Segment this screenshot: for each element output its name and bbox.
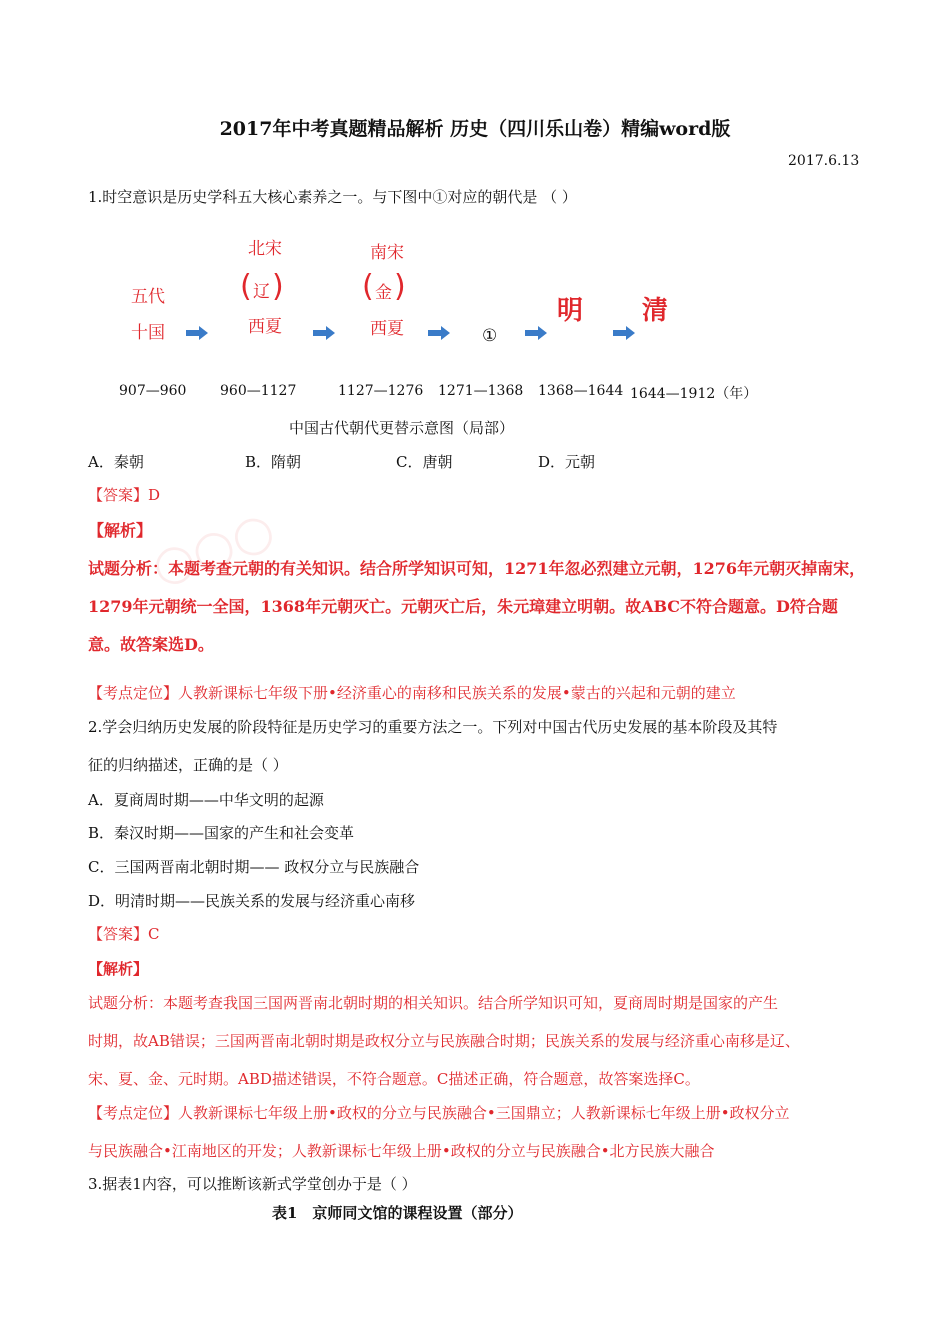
option-c: C．唐朝 (396, 453, 453, 471)
option-d: D．明清时期——民族关系的发展与经济重心南移 (88, 892, 416, 910)
question-3-stem: 3.据表1内容，可以推断该新式学堂创办于是（ ） (88, 1175, 417, 1193)
year-range: 1127—1276 (338, 383, 424, 399)
arrow-icon (428, 326, 450, 340)
analysis-line: 时期，故AB错误；三国两晋南北朝时期是政权分立与民族融合时期；民族关系的发展与经济重心南移是辽、 (88, 1032, 800, 1050)
left-paren-icon: ( (240, 269, 252, 304)
option-b: B．隋朝 (245, 453, 302, 471)
arrow-icon (525, 326, 547, 340)
option-a: A．夏商周时期——中华文明的起源 (88, 791, 324, 809)
right-paren-icon: ) (272, 269, 284, 304)
dynasty-shiguo: 十国 (131, 323, 165, 343)
option-d: D．元朝 (538, 453, 596, 471)
document-date: 2017.6.13 (788, 153, 860, 169)
left-paren-icon: ( (362, 269, 374, 304)
dynasty-marker-1: ① (482, 326, 498, 346)
analysis-label: 【解析】 (88, 521, 153, 540)
question-2-stem: 征的归纳描述，正确的是（ ） (88, 756, 288, 774)
analysis-line: 意。故答案选D。 (88, 635, 214, 654)
analysis-line: 1279年元朝统一全国，1368年元朝灭亡。元朝灭亡后，朱元璋建立明朝。故ABC不符合题意。D符合题 (88, 597, 838, 616)
watermark: ○○○ (144, 500, 282, 596)
year-range: 907—960 (119, 383, 187, 399)
topic-point: 【考点定位】人教新课标七年级上册•政权的分立与民族融合•三国鼎立；人教新课标七年级上册•政权分立 (88, 1104, 790, 1122)
dynasty-wudai: 五代 (131, 287, 165, 307)
analysis-line: 试题分析：本题考查我国三国两晋南北朝时期的相关知识。结合所学知识可知，夏商周时期是国家的产生 (88, 994, 779, 1012)
dynasty-nansong: 南宋 (370, 243, 404, 263)
table-title: 表1 京师同文馆的课程设置（部分） (272, 1204, 523, 1222)
analysis-label: 【解析】 (88, 960, 149, 978)
dynasty-beisong: 北宋 (248, 239, 282, 259)
dynasty-qing: 清 (642, 296, 669, 326)
analysis-line: 试题分析：本题考查元朝的有关知识。结合所学知识可知，1271年忽必烈建立元朝，1276年元朝灭掉南宋， (88, 559, 866, 578)
option-c: C．三国两晋南北朝时期—— 政权分立与民族融合 (88, 858, 420, 876)
dynasty-jin: 金 (375, 283, 392, 303)
arrow-icon (313, 326, 335, 340)
question-1-stem: 1.时空意识是历史学科五大核心素养之一。与下图中①对应的朝代是 （ ） (88, 188, 577, 206)
option-a: A．秦朝 (88, 453, 144, 471)
answer-label: 【答案】C (88, 925, 160, 943)
dynasty-ming: 明 (557, 296, 584, 326)
answer-label: 【答案】D (88, 486, 161, 504)
page-title: 2017年中考真题精品解析 历史（四川乐山卷）精编word版 (219, 118, 731, 140)
year-range: 1644—1912（年） (630, 386, 758, 402)
arrow-icon (186, 326, 208, 340)
analysis-line: 宋、夏、金、元时期。ABD描述错误，不符合题意。C描述正确，符合题意，故答案选择C。 (88, 1070, 700, 1088)
arrow-icon (613, 326, 635, 340)
diagram-caption: 中国古代朝代更替示意图（局部） (289, 419, 515, 437)
question-2-stem: 2.学会归纳历史发展的阶段特征是历史学习的重要方法之一。下列对中国古代历史发展的基本阶段及其特 (88, 718, 778, 736)
dynasty-xixia-1: 西夏 (248, 317, 282, 337)
dynasty-liao: 辽 (253, 282, 270, 302)
year-range: 1271—1368 (438, 383, 524, 399)
right-paren-icon: ) (394, 269, 406, 304)
topic-point: 与民族融合•江南地区的开发；人教新课标七年级上册•政权的分立与民族融合•北方民族大融合 (88, 1142, 715, 1160)
dynasty-xixia-2: 西夏 (370, 319, 404, 339)
topic-point: 【考点定位】人教新课标七年级下册•经济重心的南移和民族关系的发展•蒙古的兴起和元朝的建立 (88, 684, 736, 702)
year-range: 1368—1644 (538, 383, 624, 399)
year-range: 960—1127 (220, 383, 297, 399)
option-b: B．秦汉时期——国家的产生和社会变革 (88, 824, 355, 842)
